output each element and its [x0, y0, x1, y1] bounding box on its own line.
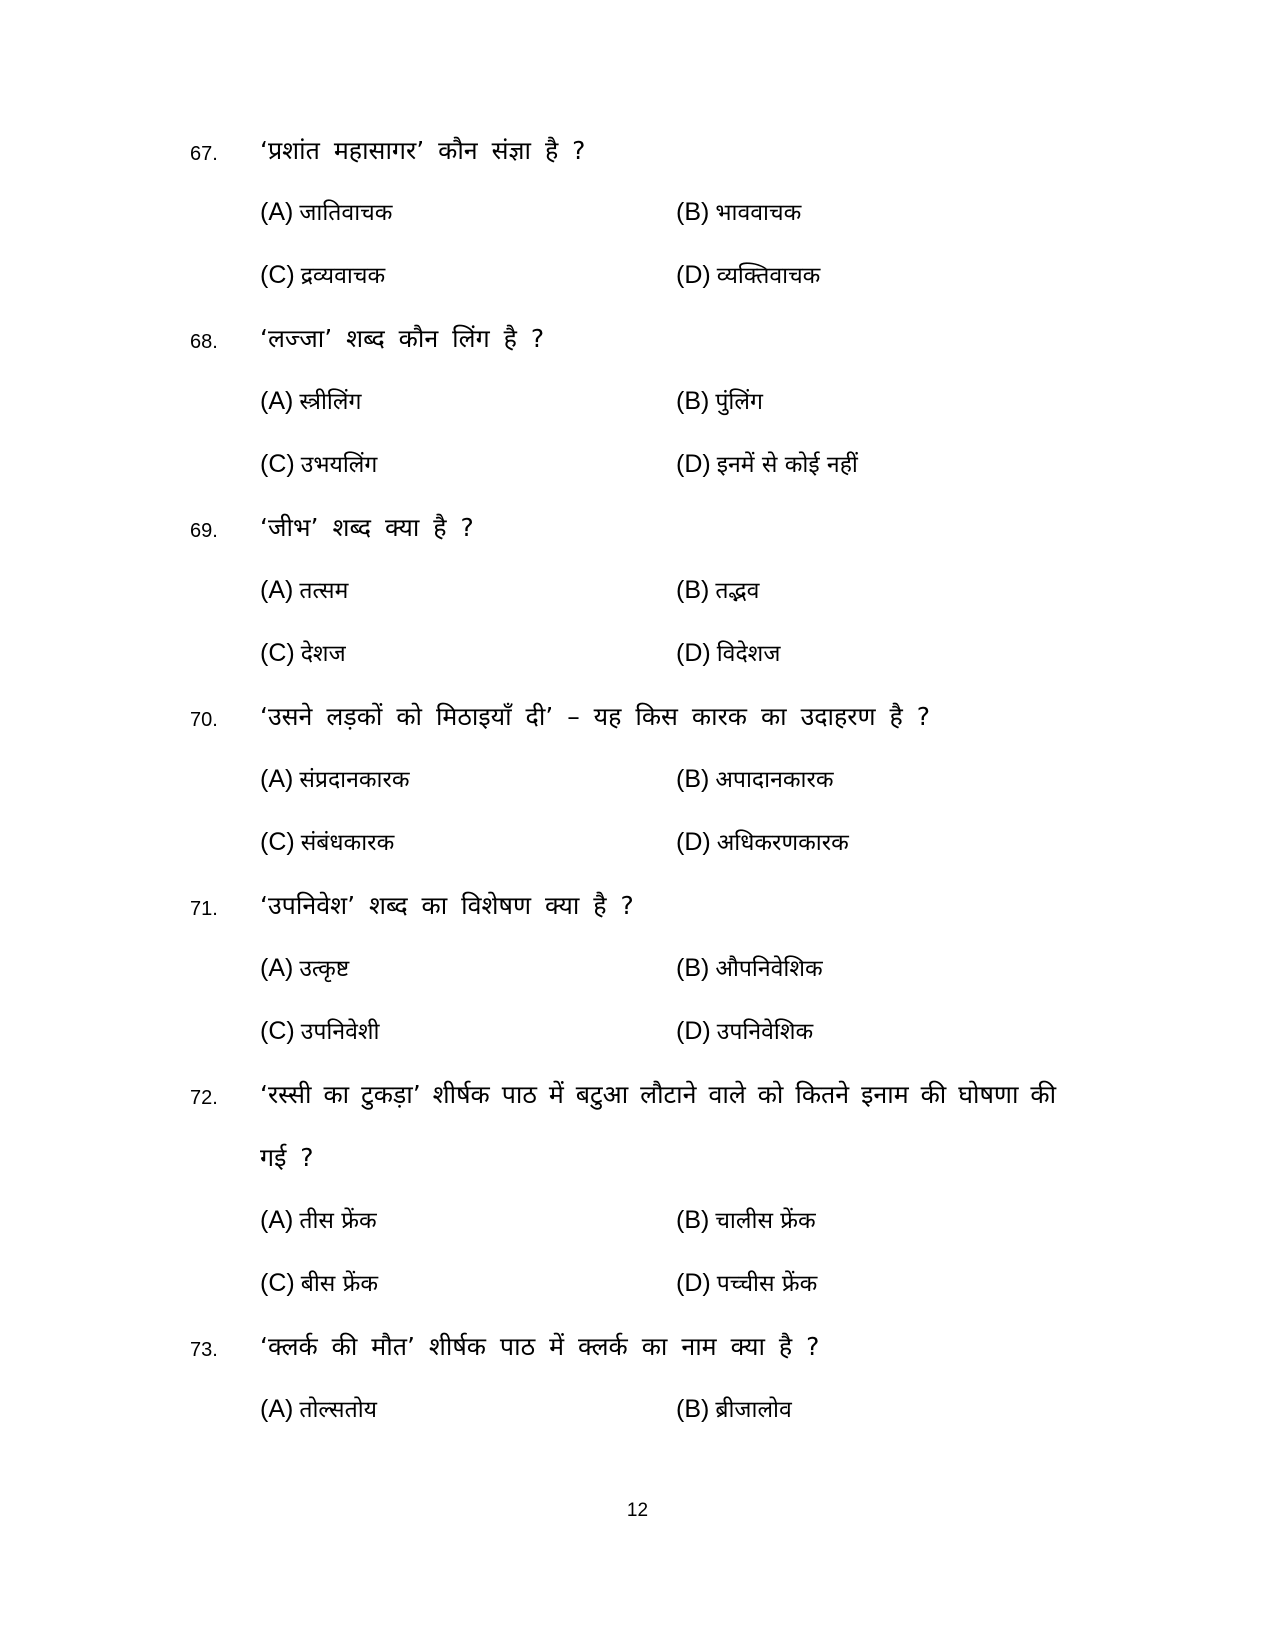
option-d — [676, 1014, 813, 1046]
question-number: 73. — [190, 1339, 218, 1361]
question-text: ‘लज्जा’ शब्द कौन लिंग है ? — [260, 324, 545, 353]
option-b — [676, 573, 759, 605]
option-letter: (B) — [676, 576, 710, 604]
option-a — [260, 762, 410, 794]
question-text: ‘उपनिवेश’ शब्द का विशेषण क्या है ? — [260, 891, 634, 920]
option-text: तद्भव — [715, 578, 760, 604]
question-number: 67. — [190, 143, 218, 165]
option-text: उभयलिंग — [300, 452, 378, 478]
question-text: ‘जीभ’ शब्द क्या है ? — [260, 513, 474, 542]
option-b — [676, 1203, 816, 1235]
option-letter: (D) — [676, 828, 711, 856]
option-a — [260, 1392, 377, 1424]
question-71 — [0, 888, 1275, 932]
question-72-continued — [0, 1140, 1275, 1184]
option-d — [676, 447, 858, 479]
option-c — [260, 636, 346, 668]
option-letter: (B) — [676, 1206, 710, 1234]
option-letter: (D) — [676, 1269, 711, 1297]
option-a — [260, 384, 361, 416]
options-row — [0, 1266, 1275, 1310]
option-letter: (B) — [676, 1395, 710, 1423]
question-number: 70. — [190, 709, 218, 731]
option-letter: (B) — [676, 198, 710, 226]
option-letter: (C) — [260, 828, 295, 856]
question-text: ‘क्लर्क की मौत’ शीर्षक पाठ में क्लर्क का नाम क्या है ? — [260, 1332, 820, 1361]
options-row — [0, 1392, 1275, 1436]
option-c — [260, 258, 385, 290]
option-d — [676, 636, 780, 668]
option-letter: (D) — [676, 261, 711, 289]
option-d — [676, 258, 820, 290]
option-letter: (C) — [260, 1269, 295, 1297]
option-letter: (C) — [260, 1017, 295, 1045]
option-text: संबंधकारक — [300, 830, 395, 856]
option-letter: (C) — [260, 261, 295, 289]
option-text: उपनिवेशिक — [716, 1019, 814, 1045]
option-letter: (C) — [260, 450, 295, 478]
option-text: स्त्रीलिंग — [299, 389, 362, 415]
question-text: ‘उसने लड़कों को मिठाइयाँ दी’ – यह किस कारक का उदाहरण है ? — [260, 702, 931, 731]
option-text: विदेशज — [716, 641, 781, 667]
option-c — [260, 447, 377, 479]
option-text: अपादानकारक — [715, 767, 834, 793]
question-text: ‘प्रशांत महासागर’ कौन संज्ञा है ? — [260, 136, 586, 165]
option-text: पच्चीस फ्रेंक — [716, 1271, 818, 1297]
option-letter: (B) — [676, 765, 710, 793]
option-text: बीस फ्रेंक — [300, 1271, 379, 1297]
option-text: उपनिवेशी — [300, 1019, 380, 1045]
question-text-continued: गई ? — [260, 1143, 314, 1172]
question-70 — [0, 699, 1275, 743]
question-68 — [0, 321, 1275, 365]
option-text: ब्रीजालोव — [715, 1397, 792, 1423]
options-row — [0, 762, 1275, 806]
option-c — [260, 825, 394, 857]
option-b — [676, 951, 823, 983]
option-text: व्यक्तिवाचक — [716, 263, 821, 289]
option-letter: (A) — [260, 1395, 294, 1423]
question-number: 69. — [190, 520, 218, 542]
question-text: ‘रस्सी का टुकड़ा’ शीर्षक पाठ में बटुआ लौटाने वाले को कितने इनाम की घोषणा की — [260, 1080, 1057, 1109]
option-text: द्रव्यवाचक — [300, 263, 386, 289]
option-b — [676, 195, 801, 227]
question-72 — [0, 1077, 1275, 1121]
options-row — [0, 195, 1275, 239]
options-row — [0, 951, 1275, 995]
option-text: तत्सम — [299, 578, 349, 604]
option-text: उत्कृष्ट — [299, 956, 350, 982]
option-text: अधिकरणकारक — [716, 830, 849, 856]
option-text: इनमें से कोई नहीं — [716, 452, 858, 478]
question-number: 71. — [190, 898, 218, 920]
option-letter: (B) — [676, 387, 710, 415]
option-letter: (A) — [260, 576, 294, 604]
option-text: देशज — [300, 641, 346, 667]
option-letter: (A) — [260, 765, 294, 793]
options-row — [0, 447, 1275, 491]
option-text: पुंलिंग — [715, 389, 763, 415]
question-69 — [0, 510, 1275, 554]
option-c — [260, 1014, 380, 1046]
option-letter: (D) — [676, 450, 711, 478]
question-number: 72. — [190, 1087, 218, 1109]
option-a — [260, 573, 348, 605]
question-67 — [0, 133, 1275, 177]
options-row — [0, 1014, 1275, 1058]
option-letter: (A) — [260, 1206, 294, 1234]
option-letter: (A) — [260, 387, 294, 415]
option-letter: (D) — [676, 639, 711, 667]
option-letter: (B) — [676, 954, 710, 982]
options-row — [0, 636, 1275, 680]
question-73 — [0, 1329, 1275, 1373]
option-letter: (A) — [260, 198, 294, 226]
option-b — [676, 384, 763, 416]
option-text: संप्रदानकारक — [299, 767, 410, 793]
options-row — [0, 825, 1275, 869]
option-text: औपनिवेशिक — [715, 956, 823, 982]
option-a — [260, 1203, 377, 1235]
option-d — [676, 825, 849, 857]
option-text: जातिवाचक — [299, 200, 393, 226]
option-b — [676, 762, 834, 794]
option-text: तीस फ्रेंक — [299, 1208, 377, 1234]
option-letter: (A) — [260, 954, 294, 982]
option-text: चालीस फ्रेंक — [715, 1208, 816, 1234]
option-letter: (D) — [676, 1017, 711, 1045]
option-letter: (C) — [260, 639, 295, 667]
option-b — [676, 1392, 792, 1424]
option-text: तोल्सतोय — [299, 1397, 377, 1423]
option-c — [260, 1266, 378, 1298]
option-d — [676, 1266, 817, 1298]
option-a — [260, 195, 392, 227]
question-number: 68. — [190, 331, 218, 353]
options-row — [0, 258, 1275, 302]
options-row — [0, 384, 1275, 428]
options-row — [0, 573, 1275, 617]
options-row — [0, 1203, 1275, 1247]
page-number: 12 — [626, 1500, 649, 1521]
option-text: भाववाचक — [715, 200, 802, 226]
option-a — [260, 951, 349, 983]
